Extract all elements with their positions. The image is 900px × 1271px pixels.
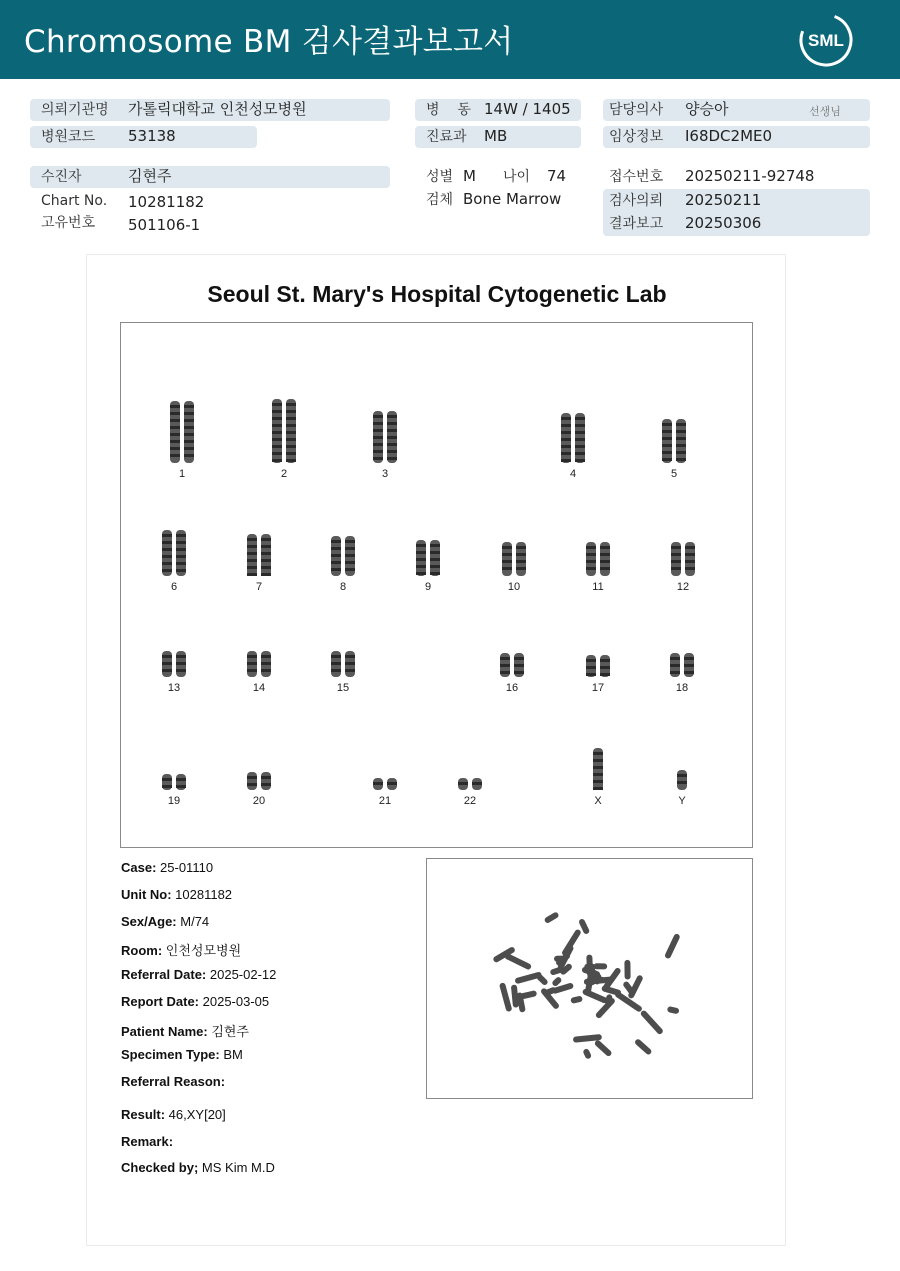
chromosome-label-15: 15 [336,682,350,694]
specimen-value: Bone Marrow [463,190,562,208]
chromosome-pair-16 [500,653,524,677]
ward-value: 14W / 1405 [484,100,571,118]
case-field [121,1021,249,1040]
chromosome-pair-2 [272,399,296,463]
metaphase-spread-image [427,859,754,1100]
case-field-label: Referral Date: [121,967,207,982]
chromosome-label-17: 17 [591,682,605,694]
department-value: MB [484,127,508,145]
case-field [121,860,213,875]
chromosome-label-14: 14 [252,682,266,694]
case-field-value: 김현주 [207,1024,249,1039]
report-header [0,0,900,79]
case-field [121,967,276,982]
case-field-value: 46,XY[20] [165,1107,226,1122]
chromosome-pair-X [593,748,603,790]
chromosome-pair-14 [247,651,271,677]
case-field [121,914,209,929]
receipt-no-label: 접수번호 [609,169,664,185]
age-label: 나이 [503,169,531,185]
patient-value: 김현주 [128,167,172,185]
metaphase-chromosome [634,1038,653,1056]
sex-label: 성별 [426,169,454,185]
case-field [121,1134,173,1149]
case-field-label: Specimen Type: [121,1047,220,1062]
lab-title: Seoul St. Mary's Hospital Cytogenetic Lab [207,281,667,307]
metaphase-chromosome [499,982,513,1012]
metaphase-chromosome [554,956,566,962]
chart-no-value: 10281182 [128,193,205,211]
chromosome-label-X: X [594,795,602,807]
chromosome-label-19: 19 [167,795,181,807]
physician-label: 담당의사 [609,102,664,118]
chromosome-label-10: 10 [507,581,521,593]
chromosome-pair-20 [247,772,271,790]
clinical-info-value: I68DC2ME0 [685,127,773,145]
metaphase-chromosome [511,984,519,1007]
metaphase-chromosome [570,995,583,1004]
unique-no-value: 501106-1 [128,216,201,234]
case-field [121,1047,243,1062]
chromosome-pair-Y [677,770,687,790]
chromosome-label-21: 21 [378,795,392,807]
chromosome-pair-12 [671,542,695,576]
karyotype-report-card [86,254,786,1246]
institution-label: 의뢰기관명 [41,102,109,118]
chromosome-pair-13 [162,651,186,677]
metaphase-chromosome [664,933,681,959]
chromosome-pair-3 [373,411,397,463]
department-label: 진료과 [426,129,467,145]
metaphase-chromosome [549,966,563,976]
case-field-value: 2025-02-12 [206,967,277,982]
chromosome-pair-11 [586,542,610,576]
test-request-value: 20250211 [685,191,762,209]
case-field [121,1160,275,1175]
case-field-value: 2025-03-05 [199,994,270,1009]
metaphase-chromosome [514,971,542,984]
sml-logo [798,12,854,68]
chromosome-pair-1 [170,401,194,463]
chromosome-label-11: 11 [592,581,604,593]
case-field-label: Case: [121,860,157,875]
chromosome-label-2: 2 [280,468,288,480]
institution-value: 가톨릭대학교 인천성모병원 [128,100,307,118]
case-field-label: Result: [121,1107,166,1122]
chromosome-label-Y: Y [678,795,686,807]
chromosome-pair-9 [416,540,440,576]
chromosome-pair-21 [373,778,397,790]
metaphase-chromosome [594,963,608,969]
chromosome-pair-6 [162,530,186,576]
receipt-no-value: 20250211-92748 [685,167,815,185]
chromosome-label-22: 22 [463,795,477,807]
hospital-code-label: 병원코드 [41,129,96,145]
metaphase-panel [426,858,753,1099]
chromosome-label-16: 16 [505,682,519,694]
chromosome-pair-8 [331,536,355,576]
case-field-label: Patient Name: [121,1024,208,1039]
chromosome-label-6: 6 [170,581,178,593]
chromosome-pair-10 [502,542,526,576]
result-report-value: 20250306 [685,214,762,232]
chromosome-pair-17 [586,655,610,677]
case-field-label: Referral Reason: [121,1074,226,1089]
physician-value: 양승아 [685,100,729,118]
hospital-code-value: 53138 [128,127,176,145]
metaphase-chromosome [594,1039,613,1057]
chromosome-label-1: 1 [178,468,186,480]
chromosome-label-5: 5 [670,468,678,480]
ward-label: 병 동 [426,102,471,118]
chromosome-label-13: 13 [167,682,181,694]
chromosome-pair-5 [662,419,686,463]
metaphase-chromosome [640,1009,664,1035]
case-field-label: Report Date: [121,994,200,1009]
case-field-value: 10281182 [171,887,233,902]
age-value: 74 [547,167,567,185]
chromosome-pair-4 [561,413,585,463]
karyogram-image [121,323,754,849]
chromosome-pair-19 [162,774,186,790]
case-field [121,940,241,959]
chromosome-label-7: 7 [255,581,263,593]
case-field-label: Remark: [121,1134,174,1149]
metaphase-chromosome [624,960,630,980]
test-request-label: 검사의뢰 [609,193,664,209]
chromosome-pair-18 [670,653,694,677]
chromosome-label-8: 8 [339,581,347,593]
specimen-label: 검체 [426,192,454,208]
chart-no-label: Chart No. [41,193,108,209]
sex-value: M [463,167,476,185]
chromosome-label-3: 3 [381,468,389,480]
case-field-label: Room: [121,943,163,958]
case-field-value: 25-01110 [156,860,214,875]
physician-suffix: 선생님 [809,105,841,118]
report-title: Chromosome BM 검사결과보고서 [24,24,514,60]
chromosome-label-4: 4 [569,468,577,480]
case-field-value: BM [219,1047,243,1062]
chromosome-pair-15 [331,651,355,677]
case-field [121,1074,225,1089]
case-field [121,887,232,902]
case-field [121,994,269,1009]
case-field-value: M/74 [176,914,210,929]
case-field-label: Sex/Age: [121,914,177,929]
chromosome-label-12: 12 [676,581,690,593]
metaphase-chromosome [519,990,537,1000]
case-field-value: 인천성모병원 [162,943,242,958]
case-field [121,1107,226,1122]
metaphase-chromosome [582,1048,592,1060]
patient-row-bg [30,166,390,188]
chromosome-label-18: 18 [675,682,689,694]
chromosome-pair-22 [458,778,482,790]
chromosome-pair-7 [247,534,271,576]
patient-label: 수진자 [41,169,82,185]
chromosome-label-20: 20 [252,795,266,807]
result-report-label: 결과보고 [609,216,664,232]
metaphase-chromosome [544,911,560,924]
clinical-info-label: 임상정보 [609,129,664,145]
unique-no-label: 고유번호 [41,215,96,231]
chromosome-label-9: 9 [424,581,432,593]
case-field-label: Unit No: [121,887,172,902]
case-field-value: MS Kim M.D [198,1160,275,1175]
metaphase-chromosome [551,976,563,987]
karyogram-panel [120,322,753,848]
metaphase-chromosome [667,1006,680,1014]
case-field-label: Checked by; [121,1160,199,1175]
sml-logo-text: SML [808,31,844,50]
